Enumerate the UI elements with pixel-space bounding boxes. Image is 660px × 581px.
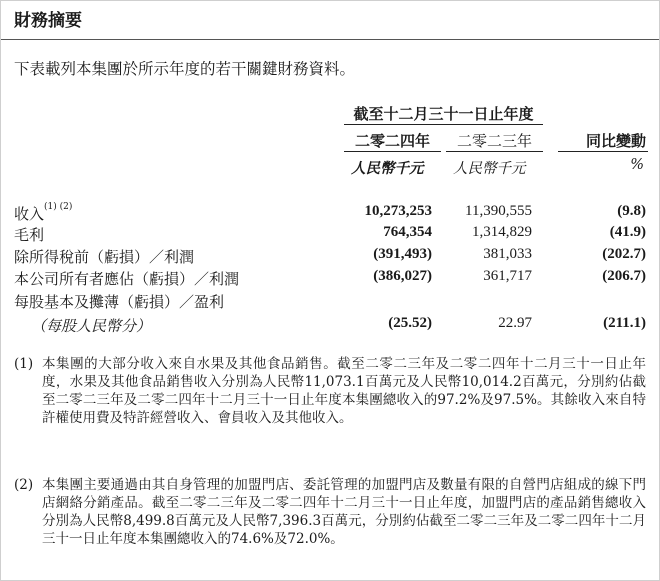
yoy-header: 同比變動: [585, 132, 646, 150]
section-title: 財務摘要: [14, 11, 82, 31]
row-label: [14, 203, 72, 224]
table-row: [1, 291, 659, 312]
row-label-text: 收入: [14, 205, 45, 223]
table-row: [1, 315, 659, 336]
value-2023: 361,717: [483, 268, 532, 284]
table-row: [1, 203, 659, 224]
row-label: 每股基本及攤薄（虧損）／盈利: [14, 293, 225, 311]
table-row: [1, 268, 659, 289]
unit-yoy: %: [630, 157, 644, 173]
footnote-number: (1): [14, 356, 34, 372]
footnote: [14, 355, 646, 427]
footnote-text: 本集團主要通過由其自身管理的加盟門店、委託管理的加盟門店及數量有限的自營門店組成的線下門店網絡分銷產品。截至二零二三年及二零二四年十二月三十一日止年度，加盟門店的產品銷售總收入分別為人民幣8,499.8百萬元及人民幣7,396.3百萬元，分別約佔截至二零二三年及二零二四年十二月三十一日止年度本集團總收入的74.6%及72.0%。: [42, 477, 646, 547]
value-2024: (391,493): [373, 246, 432, 262]
period-header: 截至十二月三十一日止年度: [353, 105, 534, 123]
footnote-number: (2): [14, 477, 34, 493]
year-2023-rule: [446, 151, 543, 152]
intro-text: 下表載列本集團於所示年度的若干關鍵財務資料。: [14, 60, 356, 78]
value-2024: (25.52): [388, 315, 432, 331]
value-2023: 1,314,829: [472, 224, 532, 240]
row-label: （每股人民幣分）: [31, 317, 152, 335]
title-divider: [1, 39, 659, 40]
row-label: 本公司所有者應佔（虧損）／利潤: [14, 270, 240, 288]
value-2024: 764,354: [383, 224, 432, 240]
value-yoy: (211.1): [603, 315, 646, 331]
value-yoy: (206.7): [602, 268, 646, 284]
value-2024: (386,027): [373, 268, 432, 284]
value-yoy: (9.8): [617, 203, 646, 219]
row-label: 除所得稅前（虧損）／利潤: [14, 248, 195, 266]
value-yoy: (202.7): [602, 246, 646, 262]
year-2024-header: 二零二四年: [354, 132, 430, 150]
table-row: [1, 224, 659, 245]
value-2023: 381,033: [483, 246, 532, 262]
footnote: [14, 476, 646, 548]
value-2024: 10,273,253: [364, 203, 432, 219]
table-row: [1, 246, 659, 267]
value-yoy: (41.9): [609, 224, 646, 240]
year-2024-rule: [344, 151, 441, 152]
footnote-ref: (1) (2): [44, 202, 73, 212]
value-2023: 11,390,555: [465, 203, 532, 219]
unit-2024: 人民幣千元: [351, 160, 424, 177]
period-header-rule: [344, 124, 543, 125]
yoy-rule: [558, 151, 648, 152]
footnote-text: 本集團的大部分收入來自水果及其他食品銷售。截至二零二三年及二零二四年十二月三十一日止年度，水果及其他食品銷售收入分別為人民幣11,073.1百萬元及人民幣10,014.2百萬元，分別約佔截至二零二三年及二零二四年十二月三十一日止年度本集團總收入的97.2%及97.5%。其餘收入來自特許權使用費及特許經營收入、會員收入及其他收入。: [42, 356, 646, 426]
value-2023: 22.97: [498, 315, 532, 331]
year-2023-header: 二零二三年: [456, 132, 532, 150]
row-label: 毛利: [14, 226, 45, 244]
unit-2023: 人民幣千元: [453, 161, 526, 177]
